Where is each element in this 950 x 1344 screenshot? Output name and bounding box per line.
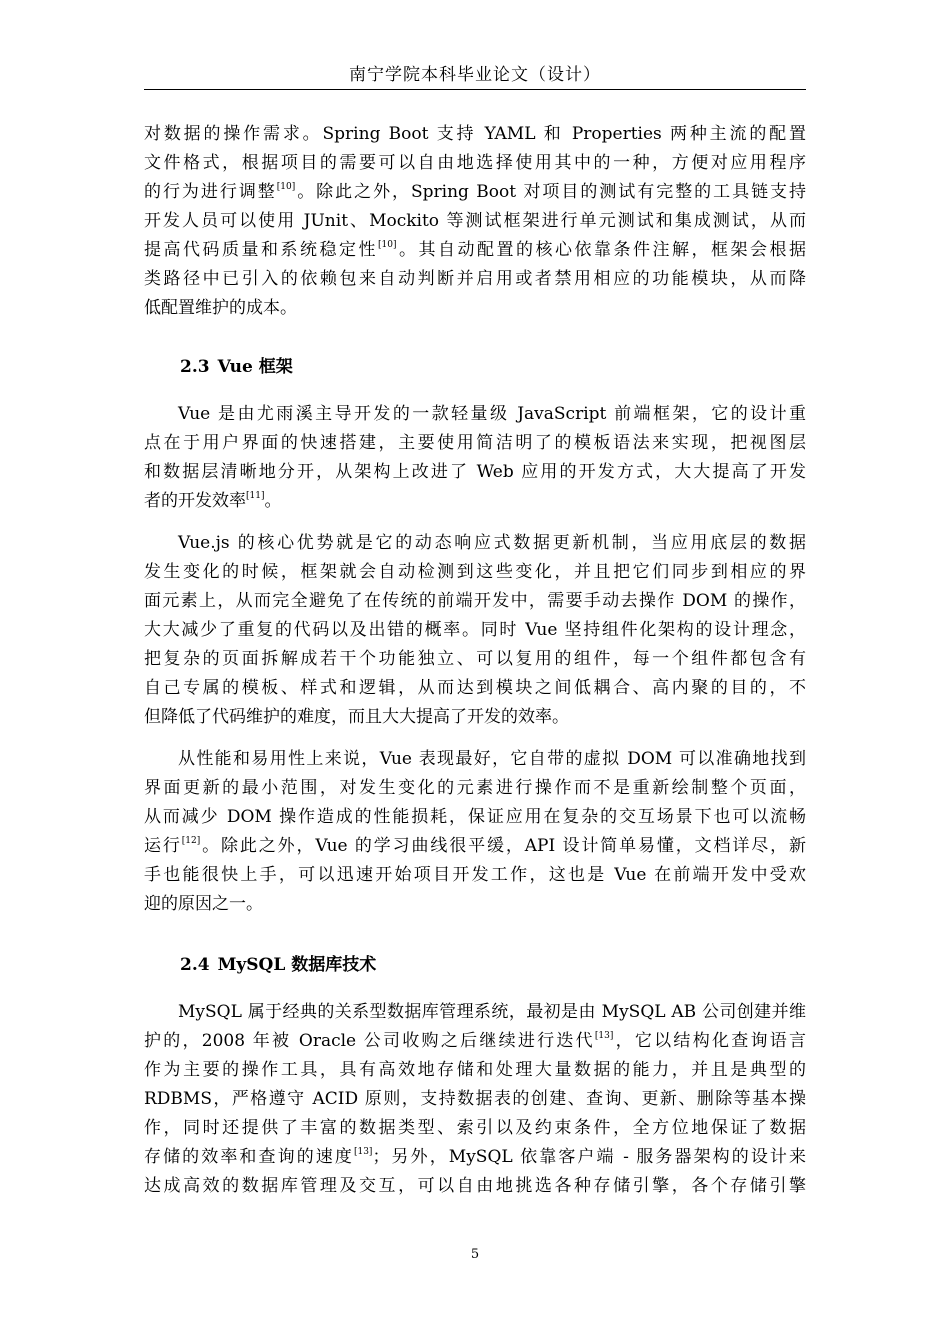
body-line: 提高代码质量和系统稳定性[10]。其自动配置的核心依靠条件注解，框架会根据 [144,240,807,260]
body-line: 作为主要的操作工具，具有高效地存储和处理大量数据的能力，并且是典型的 [144,1060,806,1080]
body-line: 类路径中已引入的依赖包来自动判断并启用或者禁用相应的功能模块，从而降 [144,269,806,289]
body-line: 手也能很快上手，可以迅速开始项目开发工作，这也是 Vue 在前端开发中受欢 [144,865,806,885]
body-line: 运行[12]。除此之外，Vue 的学习曲线很平缓，API 设计简单易懂，文档详尽，新 [144,836,807,856]
body-line: 对数据的操作需求。Spring Boot 支持 YAML 和 Properties 两种主流的配置 [144,124,806,144]
citation-ref: [13] [353,1147,373,1157]
body-line: Vue 是由尤雨溪主导开发的一款轻量级 JavaScript 前端框架，它的设计重 [178,404,806,424]
body-line: 开发人员可以使用 JUnit、Mockito 等测试框架进行单元测试和集成测试，从而 [144,211,806,231]
body-line: 者的开发效率[11]。 [144,491,282,511]
body-line: 大大减少了重复的代码以及出错的概率。同时 Vue 坚持组件化架构的设计理念， [144,620,806,640]
body-line: 界面更新的最小范围，对发生变化的元素进行操作而不是重新绘制整个页面， [144,778,806,798]
section-heading-2-4: 2.4 MySQL 数据库技术 [180,955,377,975]
body-line: 文件格式，根据项目的需要可以自由地选择使用其中的一种，方便对应用程序 [144,153,806,173]
body-line: 自己专属的模板、样式和逻辑，从而达到模块之间低耦合、高内聚的目的，不 [144,678,806,698]
body-line: 点在于用户界面的快速搭建，主要使用简洁明了的模板语法来实现，把视图层 [144,433,806,453]
body-line: MySQL 属于经典的关系型数据库管理系统，最初是由 MySQL AB 公司创建并维 [178,1002,806,1022]
body-line: 面元素上，从而完全避免了在传统的前端开发中，需要手动去操作 DOM 的操作， [144,591,806,611]
body-line: 从性能和易用性上来说，Vue 表现最好，它自带的虚拟 DOM 可以准确地找到 [178,749,806,769]
citation-ref: [10] [378,240,397,250]
citation-ref: [10] [276,182,296,192]
body-line: 迎的原因之一。 [144,894,263,914]
body-line: 和数据层清晰地分开，从架构上改进了 Web 应用的开发方式，大大提高了开发 [144,462,806,482]
section-heading-2-3: 2.3 Vue 框架 [180,357,293,377]
page-number: 5 [470,1247,480,1262]
page-header: 南宁学院本科毕业论文（设计） [349,65,601,85]
body-line: 发生变化的时候，框架就会自动检测到这些变化，并且把它们同步到相应的界 [144,562,806,582]
body-line: 作，同时还提供了丰富的数据类型、索引以及约束条件，全方位地保证了数据 [144,1118,806,1138]
body-line: 达成高效的数据库管理及交互，可以自由地挑选各种存储引擎，各个存储引擎 [144,1176,806,1196]
body-line: 从而减少 DOM 操作造成的性能损耗，保证应用在复杂的交互场景下也可以流畅 [144,807,806,827]
citation-ref: [12] [181,836,201,846]
header-rule [144,89,806,90]
body-line: 护的，2008 年被 Oracle 公司收购之后继续进行迭代[13]，它以结构化查询语言 [144,1031,806,1051]
body-line: 的行为进行调整[10]。除此之外，Spring Boot 对项目的测试有完整的工具链支持 [144,182,806,202]
body-line: 存储的效率和查询的速度[13]；另外，MySQL 依靠客户端 - 服务器架构的设计来 [144,1147,806,1167]
body-line: RDBMS，严格遵守 ACID 原则，支持数据表的创建、查询、更新、删除等基本操 [144,1089,806,1109]
body-line: 把复杂的页面拆解成若干个功能独立、可以复用的组件，每一个组件都包含有 [144,649,806,669]
citation-ref: [11] [246,491,265,501]
citation-ref: [13] [594,1031,614,1041]
body-line: Vue.js 的核心优势就是它的动态响应式数据更新机制，当应用底层的数据 [178,533,806,553]
body-line: 但降低了代码维护的难度，而且大大提高了开发的效率。 [144,707,569,727]
body-line: 低配置维护的成本。 [144,298,297,318]
